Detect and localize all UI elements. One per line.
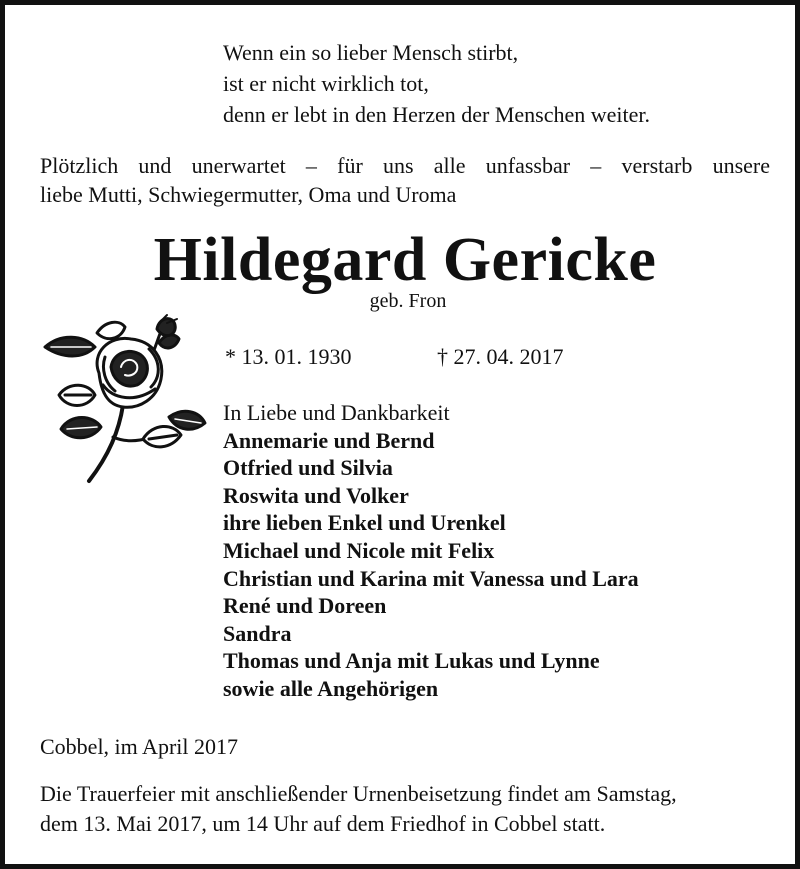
mourners-list — [223, 399, 639, 703]
announcement-text — [40, 151, 770, 209]
mourner-entry: René und Doreen — [223, 593, 387, 619]
announcement-line: Plötzlich und unerwartet – für uns alle unfassbar – verstarb unsere — [40, 153, 770, 178]
deceased-name: Hildegard Gericke — [153, 226, 657, 294]
mourner-entry: Sandra — [223, 620, 292, 646]
mourner-entry: Roswita und Volker — [223, 482, 409, 508]
mourner-entry: ihre lieben Enkel und Urenkel — [223, 510, 506, 536]
funeral-line: Die Trauerfeier mit anschließender Urnenbeisetzung findet am Samstag, — [40, 781, 677, 806]
mourner-entry: Thomas und Anja mit Lukas und Lynne — [223, 648, 600, 674]
funeral-details — [40, 779, 780, 839]
birth-date: * 13. 01. 1930 — [225, 344, 352, 369]
funeral-line: dem 13. Mai 2017, um 14 Uhr auf dem Friedhof in Cobbel statt. — [40, 811, 606, 836]
poem-line: denn er lebt in den Herzen der Menschen weiter. — [223, 102, 650, 127]
mourner-entry: Otfried und Silvia — [223, 455, 393, 481]
life-dates — [225, 343, 564, 371]
poem-line: Wenn ein so lieber Mensch stirbt, — [223, 40, 519, 65]
poem-line: ist er nicht wirklich tot, — [223, 71, 429, 96]
maiden-name: geb. Fron — [369, 290, 447, 312]
place-and-date: Cobbel, im April 2017 — [40, 734, 238, 759]
mourner-entry: Michael und Nicole mit Felix — [223, 537, 495, 563]
mourners-lead: In Liebe und Dankbarkeit — [223, 400, 450, 425]
mourner-entry: sowie alle Angehörigen — [223, 675, 439, 701]
memorial-poem — [223, 37, 650, 130]
death-date: † 27. 04. 2017 — [437, 344, 564, 369]
announcement-line: liebe Mutti, Schwiegermutter, Oma und Uroma — [40, 182, 457, 207]
mourner-entry: Annemarie und Bernd — [223, 427, 435, 453]
mourner-entry: Christian und Karina mit Vanessa und Lara — [223, 565, 639, 591]
rose-icon — [39, 313, 209, 489]
